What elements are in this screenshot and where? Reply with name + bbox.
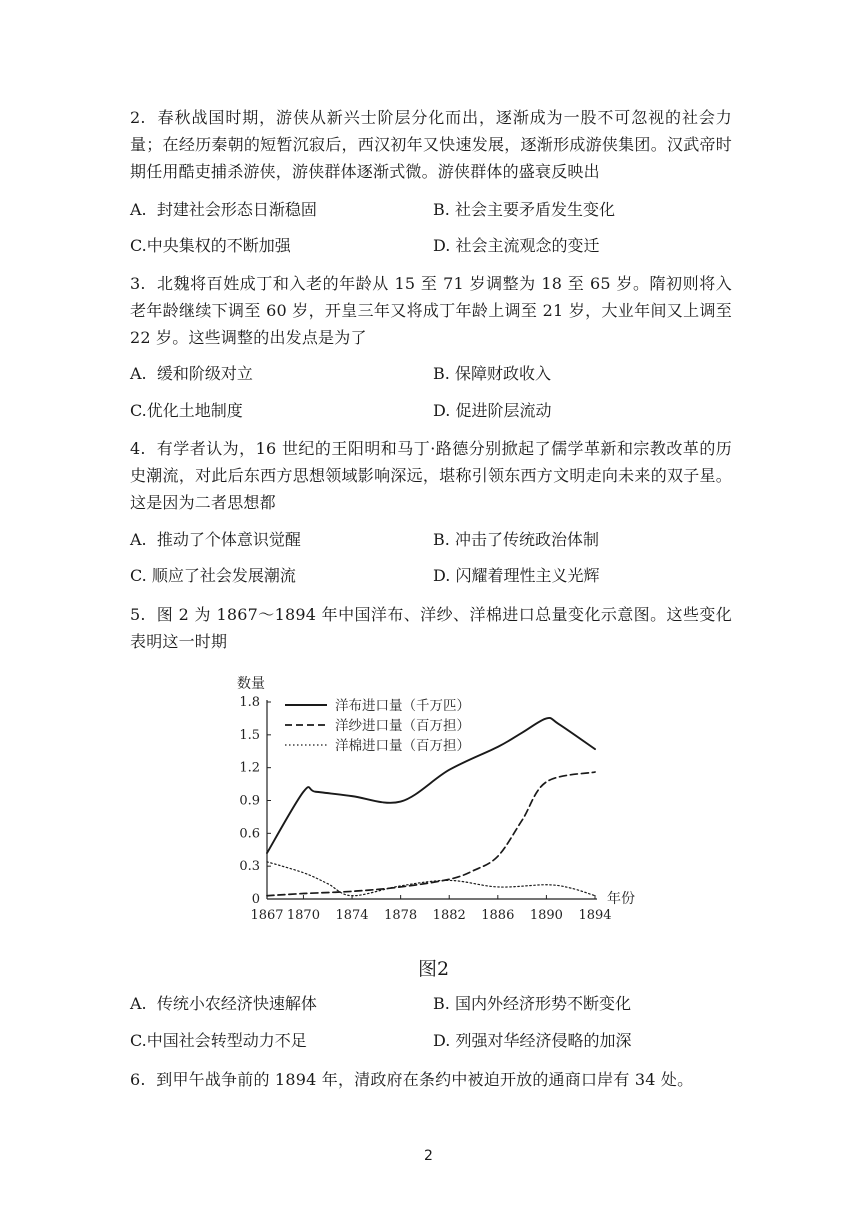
option-text: 优化土地制度 xyxy=(146,401,243,420)
x-tick-label: 1882 xyxy=(432,908,466,923)
option-label: D. xyxy=(433,236,451,255)
question-number: 4. xyxy=(130,439,146,458)
question-3-option-a[interactable] xyxy=(130,362,253,386)
question-3-option-b[interactable] xyxy=(433,362,551,386)
question-number: 3. xyxy=(130,274,146,293)
y-tick-label: 1.5 xyxy=(239,727,260,743)
question-text: 有学者认为，16 世纪的王阳明和马丁·路德分别掀起了儒学革新和宗教改革的历史潮流，对此后东西方思想领域影响深远，堪称引领东西方文明走向未来的双子星。这是因为二者思想都 xyxy=(130,439,732,512)
option-text: 冲击了传统政治体制 xyxy=(454,530,599,549)
option-text: 国内外经济形势不断变化 xyxy=(454,994,631,1013)
legend-label-3: 洋棉进口量（百万担） xyxy=(335,738,470,754)
series-line-2 xyxy=(267,772,595,896)
y-tick-label: 1.2 xyxy=(239,760,260,776)
series-line-3 xyxy=(267,862,595,896)
option-label: B. xyxy=(433,364,450,383)
question-4-option-c[interactable] xyxy=(130,564,296,588)
option-text: 顺应了社会发展潮流 xyxy=(151,566,296,585)
question-2-option-a[interactable] xyxy=(130,198,317,222)
question-text: 北魏将百姓成丁和入老的年龄从 15 至 71 岁调整为 18 至 65 岁。隋初则将入老年龄继续下调至 60 岁，开皇三年又将成丁年龄上调至 21 岁，大业年间又上调至 22 岁。这些调整的出发点是为了 xyxy=(130,274,732,347)
question-3-stem xyxy=(130,270,732,351)
option-label: A. xyxy=(130,364,147,383)
option-label: D. xyxy=(433,1031,451,1050)
page-number: 2 xyxy=(424,1148,433,1164)
question-4-option-d[interactable] xyxy=(433,564,599,588)
question-number: 2. xyxy=(130,108,146,127)
y-axis-label: 数量 xyxy=(237,676,265,692)
x-axis-label: 年份 xyxy=(607,891,635,907)
option-text: 列强对华经济侵略的加深 xyxy=(455,1031,632,1050)
option-text: 传统小农经济快速解体 xyxy=(156,994,317,1013)
question-4-option-b[interactable] xyxy=(433,528,599,552)
question-text: 春秋战国时期，游侠从新兴士阶层分化而出，逐渐成为一股不可忽视的社会力量；在经历秦朝的短暂沉寂后，西汉初年又快速发展，逐渐形成游侠集团。汉武帝时期任用酷吏捕杀游侠，游侠群体逐渐式微。游侠群体的盛衰反映出 xyxy=(130,108,732,181)
option-label: C. xyxy=(130,1031,147,1050)
question-number: 6. xyxy=(130,1070,146,1089)
option-label: D. xyxy=(433,401,451,420)
question-5-option-c[interactable] xyxy=(130,1029,307,1053)
x-tick-label: 1894 xyxy=(578,908,612,923)
option-label: C. xyxy=(130,566,147,585)
option-label: C. xyxy=(130,236,147,255)
option-label: A. xyxy=(130,530,147,549)
question-6-stem xyxy=(130,1066,732,1093)
option-text: 社会主流观念的变迁 xyxy=(455,236,600,255)
option-label: B. xyxy=(433,530,450,549)
option-label: A. xyxy=(130,200,147,219)
y-tick-label: 0 xyxy=(251,892,260,907)
question-2-option-b[interactable] xyxy=(433,198,615,222)
x-tick-label: 1886 xyxy=(481,908,515,923)
import-volume-line-chart xyxy=(0,670,860,930)
question-5-option-b[interactable] xyxy=(433,992,631,1016)
option-text: 中国社会转型动力不足 xyxy=(146,1031,307,1050)
question-4-option-a[interactable] xyxy=(130,528,301,552)
x-tick-label: 1874 xyxy=(335,908,369,923)
option-label: C. xyxy=(130,401,147,420)
option-text: 保障财政收入 xyxy=(454,364,551,383)
x-tick-label: 1878 xyxy=(384,908,418,923)
option-text: 闪耀着理性主义光辉 xyxy=(455,566,600,585)
y-tick-label: 0.6 xyxy=(239,826,260,842)
x-tick-label: 1890 xyxy=(529,908,563,923)
question-text: 到甲午战争前的 1894 年，清政府在条约中被迫开放的通商口岸有 34 处。 xyxy=(156,1070,694,1089)
option-text: 中央集权的不断加强 xyxy=(146,236,291,255)
x-tick-label: 1870 xyxy=(286,908,320,923)
x-tick-label: 1867 xyxy=(250,908,284,923)
question-number: 5. xyxy=(130,605,146,624)
option-label: B. xyxy=(433,994,450,1013)
y-tick-label: 0.3 xyxy=(239,859,260,875)
option-label: A. xyxy=(130,994,147,1013)
y-tick-label: 1.8 xyxy=(239,695,260,710)
question-text: 图 2 为 1867～1894 年中国洋布、洋纱、洋棉进口总量变化示意图。这些变化表明这一时期 xyxy=(130,605,732,651)
option-label: D. xyxy=(433,566,451,585)
legend-label-2: 洋纱进口量（百万担） xyxy=(335,718,470,734)
question-2-stem xyxy=(130,104,732,185)
question-3-option-c[interactable] xyxy=(130,399,243,423)
question-5-stem xyxy=(130,601,732,655)
question-2-option-c[interactable] xyxy=(130,234,291,258)
question-5-option-a[interactable] xyxy=(130,992,317,1016)
question-3-option-d[interactable] xyxy=(433,399,551,423)
legend-label-1: 洋布进口量（千万匹） xyxy=(335,698,470,714)
option-text: 推动了个体意识觉醒 xyxy=(156,530,301,549)
question-2-option-d[interactable] xyxy=(433,234,599,258)
option-text: 促进阶层流动 xyxy=(455,401,552,420)
option-text: 社会主要矛盾发生变化 xyxy=(454,200,615,219)
option-text: 缓和阶级对立 xyxy=(156,364,253,383)
figure-caption: 图2 xyxy=(418,958,450,980)
option-text: 封建社会形态日渐稳固 xyxy=(156,200,317,219)
question-5-option-d[interactable] xyxy=(433,1029,631,1053)
y-tick-label: 0.9 xyxy=(239,793,260,809)
option-label: B. xyxy=(433,200,450,219)
question-4-stem xyxy=(130,435,732,516)
